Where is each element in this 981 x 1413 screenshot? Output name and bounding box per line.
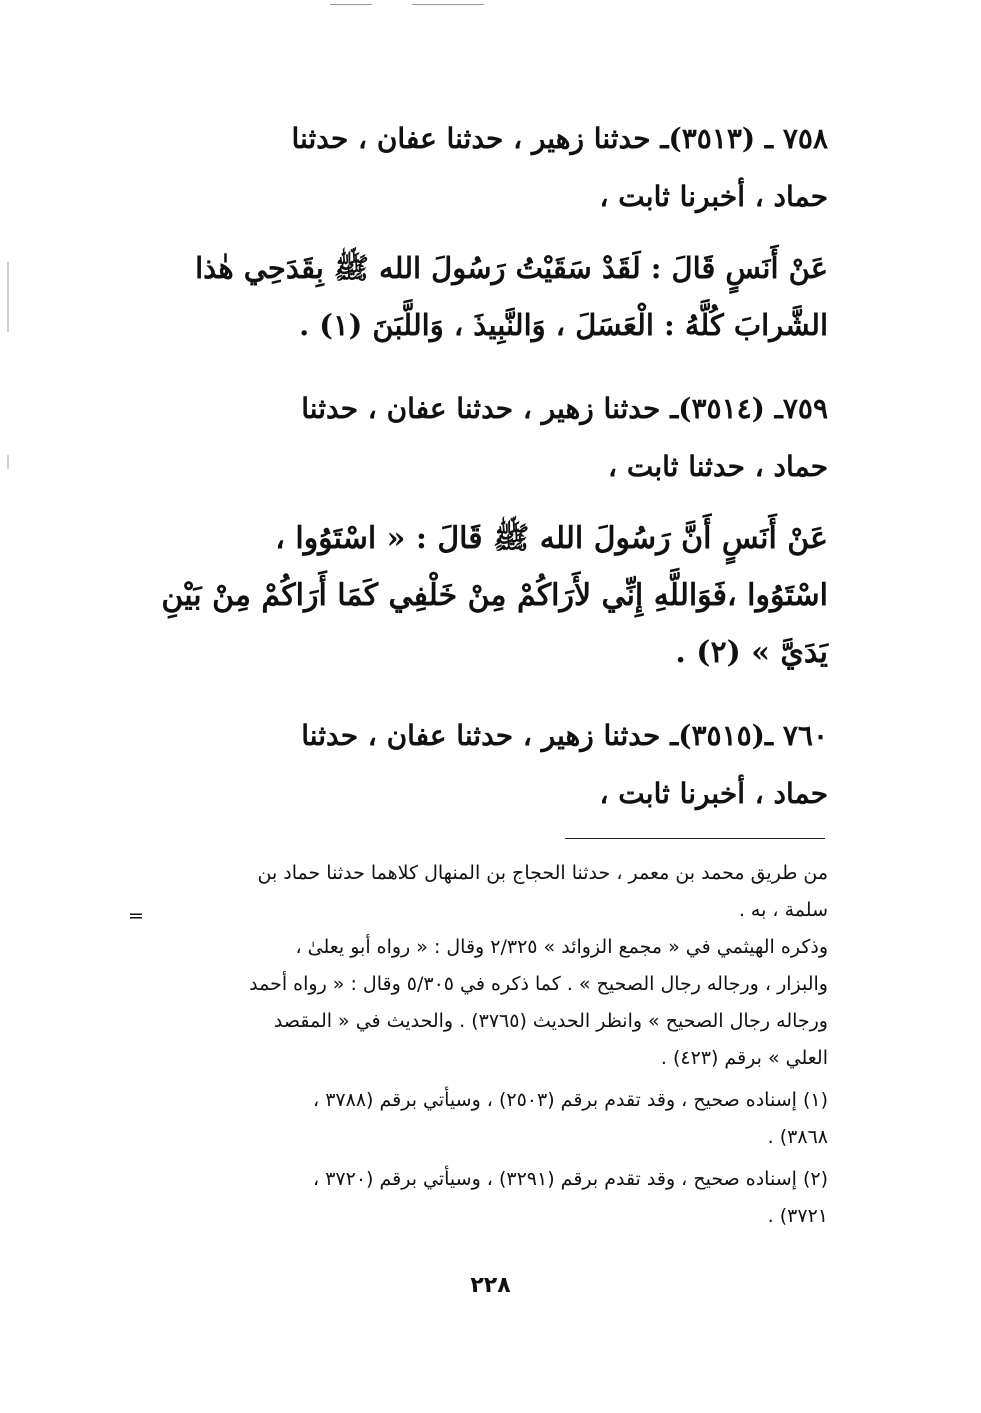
scan-edge-mark <box>7 262 9 332</box>
footnote-line: سلمة ، به . <box>738 899 828 921</box>
matn-line: الشَّرابَ كُلَّهُ : الْعَسَلَ ، وَالنَّبِيذَ ، وَاللَّبَنَ (١) . <box>299 308 828 342</box>
footnote-line: والبزار ، ورجاله رجال الصحيح » . كما ذكره في ٥/٣٠٥ وقال : « رواه أحمد <box>249 973 828 995</box>
page-number: ٢٢٨ <box>470 1273 511 1298</box>
matn-line: اسْتَوُوا ،فَوَاللَّهِ إِنِّي لأَرَاكُمْ مِنْ خَلْفِي كَمَا أَرَاكُمْ مِنْ بَيْنِ <box>161 578 828 613</box>
matn-line: يَدَيَّ » (٢) . <box>675 635 828 670</box>
top-rule-right <box>412 4 484 5</box>
hadith-759 <box>138 380 828 681</box>
isnad-line: حماد ، أخبرنا ثابت ، <box>599 777 828 810</box>
isnad-line: حماد ، حدثنا ثابت ، <box>608 450 828 483</box>
isnad-line: ٧٦٠ ـ(٣٥١٥)ـ حدثنا زهير ، حدثنا عفان ، حدثنا <box>301 719 828 752</box>
footnote-1: (١) إسناده صحيح ، وقد تقدم برقم (٢٥٠٣) ، وسيأتي برقم (٣٧٨٨ ، <box>313 1089 828 1111</box>
footnote-separator <box>565 838 825 839</box>
isnad-line: ٧٥٩ـ (٣٥١٤)ـ حدثنا زهير ، حدثنا عفان ، حدثنا <box>301 392 828 425</box>
top-rule-left <box>330 4 372 5</box>
footnotes <box>138 855 828 1235</box>
scan-edge-mark <box>7 455 9 469</box>
footnote-line: ورجاله رجال الصحيح » وانظر الحديث (٣٧٦٥) . والحديث في « المقصد <box>273 1010 828 1032</box>
isnad-line: ٧٥٨ ـ (٣٥١٣)ـ حدثنا زهير ، حدثنا عفان ، حدثنا <box>291 122 828 155</box>
footnote-2: (٢) إسناده صحيح ، وقد تقدم برقم (٣٢٩١) ، وسيأتي برقم (٣٧٢٠ ، <box>313 1168 828 1190</box>
footnote-1-cont: ٣٨٦٨) . <box>767 1126 828 1148</box>
footnote-2-cont: ٣٧٢١) . <box>767 1205 828 1227</box>
isnad-line: حماد ، أخبرنا ثابت ، <box>599 180 828 213</box>
continuation-mark: = <box>128 905 144 927</box>
footnote-line: من طريق محمد بن معمر ، حدثنا الحجاج بن المنهال كلاهما حدثنا حماد بن <box>257 862 828 884</box>
hadith-758 <box>138 110 828 354</box>
footnote-line: وذكره الهيثمي في « مجمع الزوائد » ٢/٣٢٥ وقال : « رواه أبو يعلىٰ ، <box>295 936 828 958</box>
hadith-760 <box>138 707 828 823</box>
matn-line: عَنْ أَنَسٍ قَالَ : لَقَدْ سَقَيْتُ رَسُولَ الله ﷺ بِقَدَحِي هٰذا <box>195 251 828 285</box>
footnote-line: العلي » برقم (٤٢٣) . <box>660 1047 828 1069</box>
page-body <box>138 110 828 823</box>
matn-line: عَنْ أَنَسٍ أَنَّ رَسُولَ الله ﷺ قَالَ : « اسْتَوُوا ، <box>275 521 828 556</box>
